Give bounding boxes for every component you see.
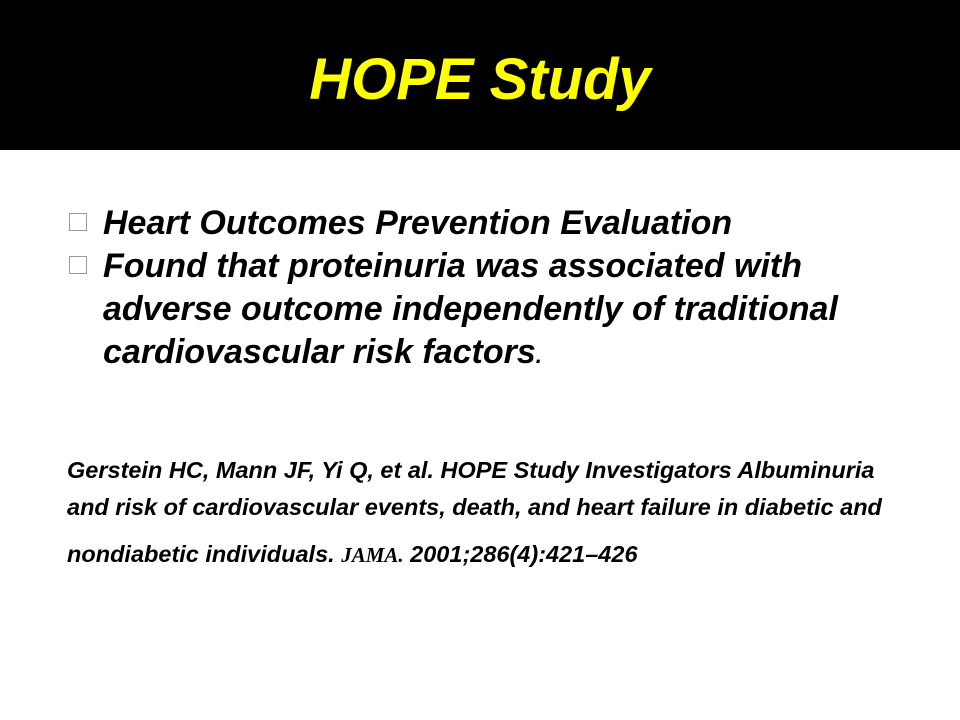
bullet-item bbox=[65, 245, 935, 377]
bullet-text: Heart Outcomes Prevention Evaluation bbox=[103, 204, 733, 242]
citation-reference: 2001;286(4):421–426 bbox=[410, 541, 638, 567]
bullet-period: . bbox=[535, 343, 542, 368]
slide-content bbox=[0, 150, 960, 720]
bullet-item bbox=[65, 202, 935, 245]
slide-title: HOPE Study bbox=[309, 47, 651, 112]
citation-last-line bbox=[67, 536, 638, 574]
citation-journal: JAMA. bbox=[341, 543, 404, 567]
bullet-list bbox=[65, 202, 935, 377]
bullet-text: Found that proteinuria was associated with adverse outcome independently of traditional cardiovascular risk factors bbox=[103, 247, 838, 371]
title-bar bbox=[0, 0, 960, 150]
bullet-box-icon bbox=[69, 213, 87, 231]
citation bbox=[67, 452, 917, 574]
bullet-box-icon bbox=[69, 256, 87, 274]
citation-last-line-text: nondiabetic individuals. bbox=[67, 541, 335, 567]
citation-text: Gerstein HC, Mann JF, Yi Q, et al. HOPE Study Investigators Albuminuria and risk of cardiovascular events, death, and heart failure in diabetic and bbox=[67, 457, 882, 520]
